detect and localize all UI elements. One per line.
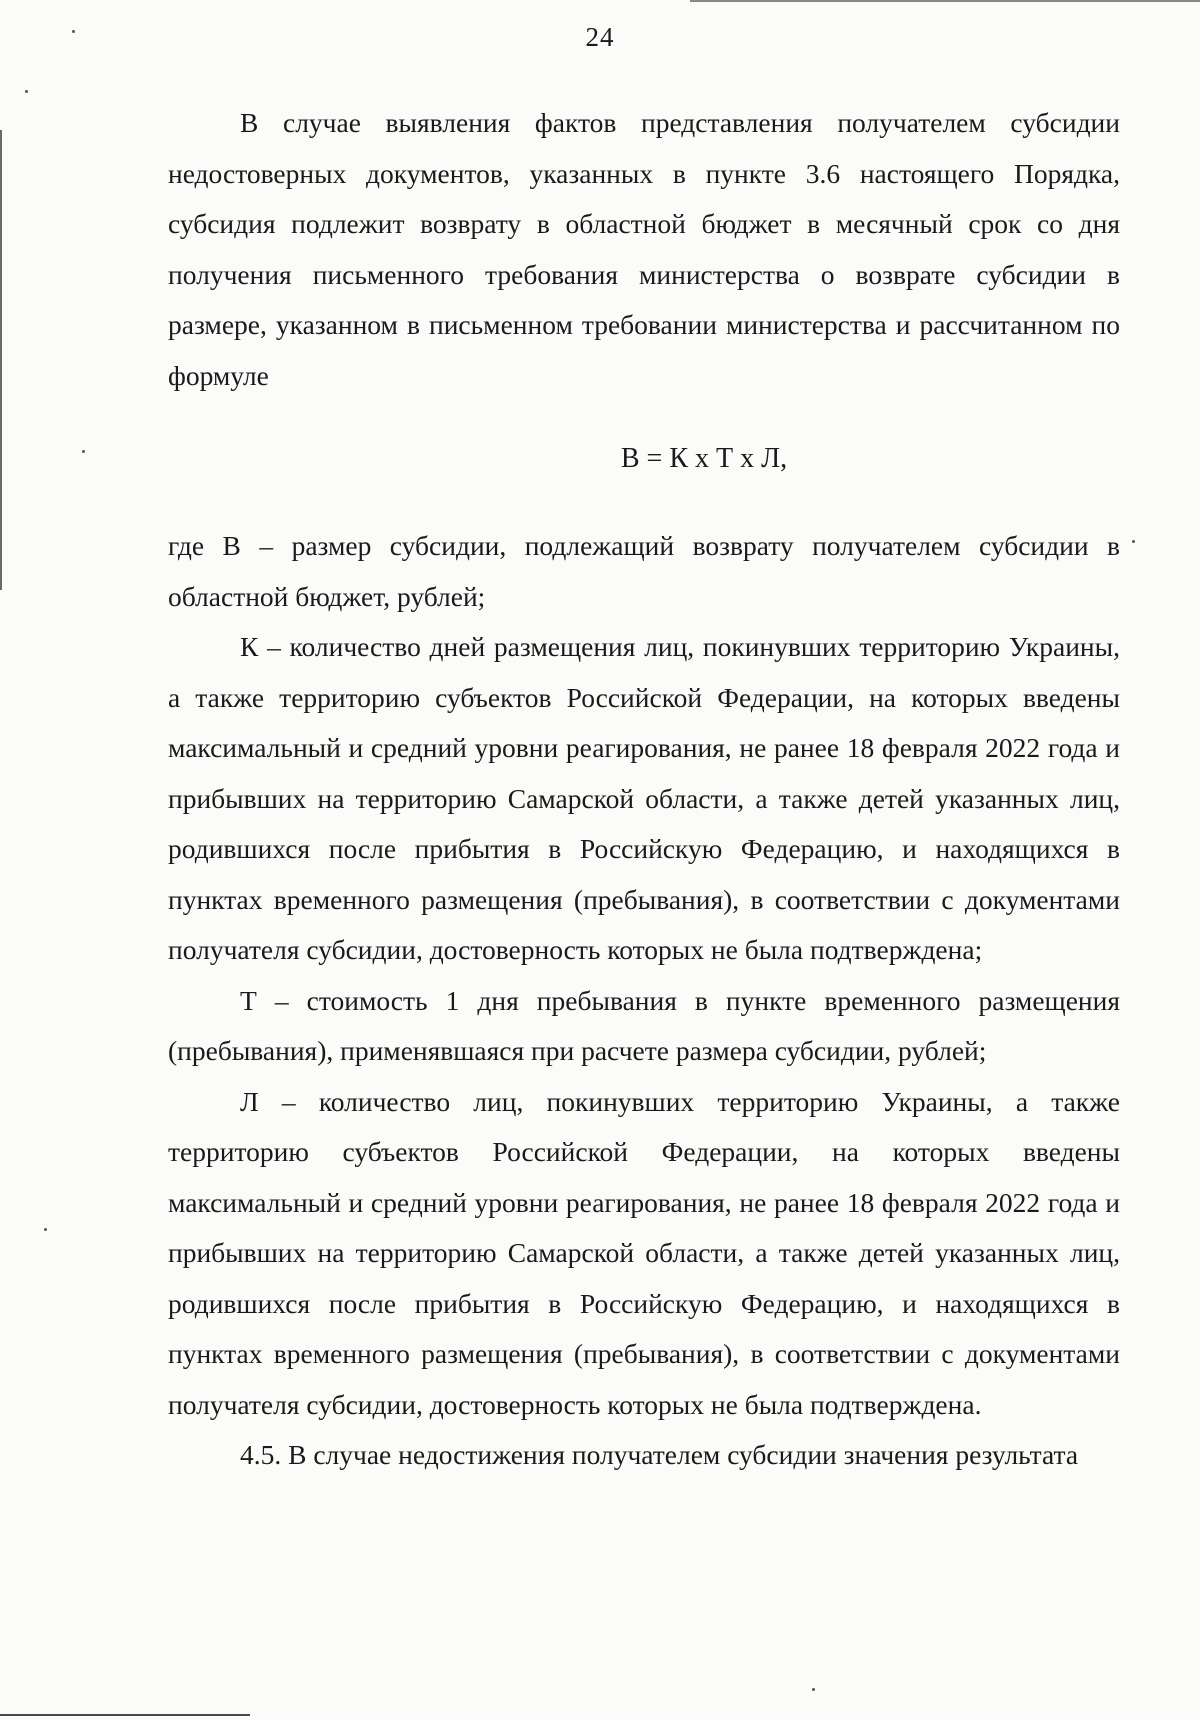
scan-speck (82, 450, 85, 453)
document-body (168, 98, 1120, 1481)
definition-k: К – количество дней размещения лиц, покинувших территорию Украины, а также территорию субъектов Российской Федерации, на которых введены максимальный и средний уровни реагирования, не ранее 18 февраля 2022 года и прибывших на территорию Самарской области, а также детей указанных лиц, родившихся после прибытия в Российскую Федерацию, и находящихся в пунктах временного размещения (пребывания), в соответствии с документами получателя субсидии, достоверность которых не была подтверждена; (168, 631, 1120, 965)
scan-speck (44, 1228, 47, 1231)
scan-speck (812, 1688, 815, 1691)
scan-speck (25, 90, 28, 93)
intro-paragraph: В случае выявления фактов представления получателем субсидии недостоверных документов, указанных в пункте 3.6 настоящего Порядка, субсидия подлежит возврату в областной бюджет в месячный срок со дня получения письменного требования министерства о возврате субсидии в размере, указанном в письменном требовании министерства и рассчитанном по формуле (168, 107, 1120, 391)
definition-b: где В – размер субсидии, подлежащий возврату получателем субсидии в областной бюджет, рублей; (168, 530, 1120, 612)
page-number: 24 (585, 22, 615, 52)
scan-edge-bottom (0, 1714, 250, 1716)
scan-speck (1132, 540, 1135, 543)
scan-edge-left (0, 130, 2, 590)
scan-edge-top (690, 0, 1200, 2)
definition-l: Л – количество лиц, покинувших территорию Украины, а также территорию субъектов Российской Федерации, на которых введены максимальный и средний уровни реагирования, не ранее 18 февраля 2022 года и прибывших на территорию Самарской области, а также детей указанных лиц, родившихся после прибытия в Российскую Федерацию, и находящихся в пунктах временного размещения (пребывания), в соответствии с документами получателя субсидии, достоверность которых не была подтверждена. (168, 1085, 1120, 1420)
formula: В = К х Т х Л, (620, 443, 788, 474)
definition-t: Т – стоимость 1 дня пребывания в пункте временного размещения (пребывания), применявшаяся при расчете размера субсидии, рублей; (168, 984, 1120, 1066)
closing-paragraph: 4.5. В случае недостижения получателем субсидии значения результата (240, 1439, 1079, 1470)
